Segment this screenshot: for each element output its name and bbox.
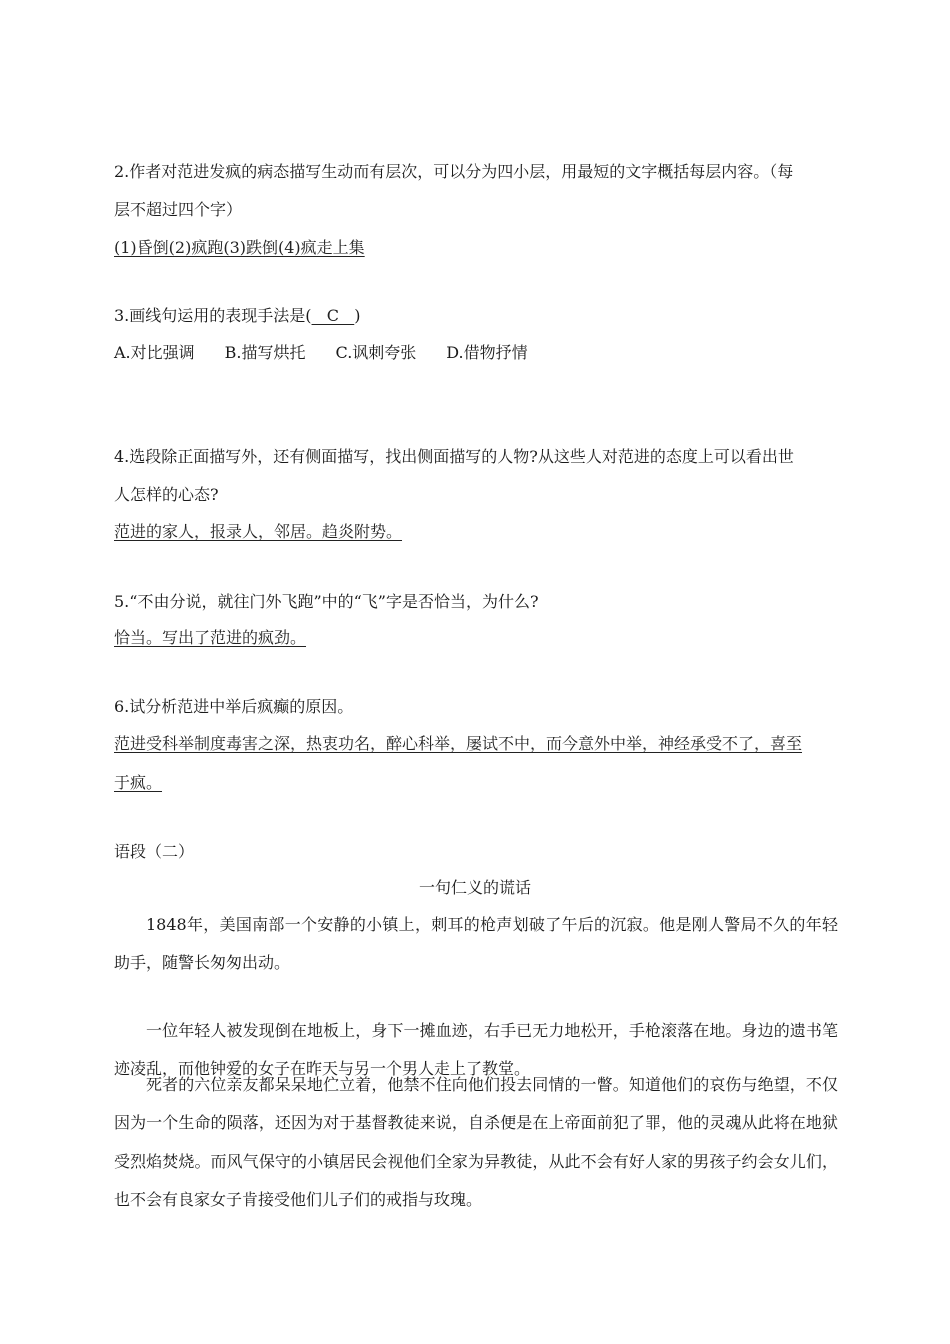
q3-options <box>114 343 834 363</box>
q3-question-suffix: ) <box>354 306 361 325</box>
section-heading: 语段（二） <box>114 842 195 861</box>
q3-option-b: B.描写烘托 <box>224 343 306 362</box>
q6-question: 6.试分析范进中举后疯癫的原因。 <box>114 697 354 716</box>
q5-answer-text: 恰当。写出了范进的疯劲。 <box>114 628 307 647</box>
q4-answer-text: 范进的家人，报录人，邻居。趋炎附势。 <box>114 522 403 541</box>
q3-question <box>114 306 834 326</box>
passage-paragraph-2: 一位年轻人被发现倒在地板上，身下一摊血迹，右手已无力地松开，手枪滚落在地。身边的遗书笔迹凌乱，而他钟爱的女子在昨天与另一个男人走上了教堂。 <box>114 1021 838 1079</box>
q4-question-line2: 人怎样的心态? <box>114 485 219 504</box>
passage-paragraph-1: 1848年，美国南部一个安静的小镇上，刺耳的枪声划破了午后的沉寂。他是刚人警局不久的年轻助手，随警长匆匆出动。 <box>114 915 838 973</box>
q4-answer <box>114 522 834 542</box>
q2-answer <box>114 238 834 258</box>
q3-option-d: D.借物抒情 <box>446 343 528 362</box>
q6-answer-text-1: 范进受科举制度毒害之深，热衷功名，醉心科举，屡试不中，而今意外中举，神经承受不了，喜至 <box>114 734 803 753</box>
passage-paragraph-3: 死者的六位亲友都呆呆地伫立着，他禁不住向他们投去同情的一瞥。知道他们的哀伤与绝望，不仅因为一个生命的陨落，还因为对于基督教徒来说，自杀便是在上帝面前犯了罪，他的灵魂从此将在地狱受烈焰焚烧。而风气保守的小镇居民会视他们全家为异教徒，从此不会有好人家的男孩子约会女儿们，也不会有良家女子肯接受他们儿子们的戒指与玫瑰。 <box>114 1075 838 1210</box>
q6-answer-text-2: 于疯。 <box>114 773 163 792</box>
q6-answer-line2 <box>114 773 834 793</box>
q3-question-prefix: 3.画线句运用的表现手法是( <box>114 306 312 325</box>
q3-option-a: A.对比强调 <box>114 343 195 362</box>
passage-title: 一句仁义的谎话 <box>418 878 531 897</box>
q2-answer-text: (1)昏倒(2)疯跑(3)跌倒(4)疯走上集 <box>114 238 365 257</box>
q2-question-line1: 2.作者对范进发疯的病态描写生动而有层次，可以分为四小层，用最短的文字概括每层内容。（每 <box>114 162 794 181</box>
q3-answer: C <box>311 306 355 325</box>
q5-answer <box>114 628 834 648</box>
q2-question-line2: 层不超过四个字） <box>114 200 243 219</box>
q4-question-line1: 4.选段除正面描写外，还有侧面描写，找出侧面描写的人物?从这些人对范进的态度上可以看出世 <box>114 447 794 466</box>
q3-option-c: C.讽刺夸张 <box>335 343 417 362</box>
q6-answer-line1 <box>114 734 834 754</box>
q5-question: 5.“不由分说，就往门外飞跑”中的“飞”字是否恰当，为什么? <box>114 592 539 611</box>
